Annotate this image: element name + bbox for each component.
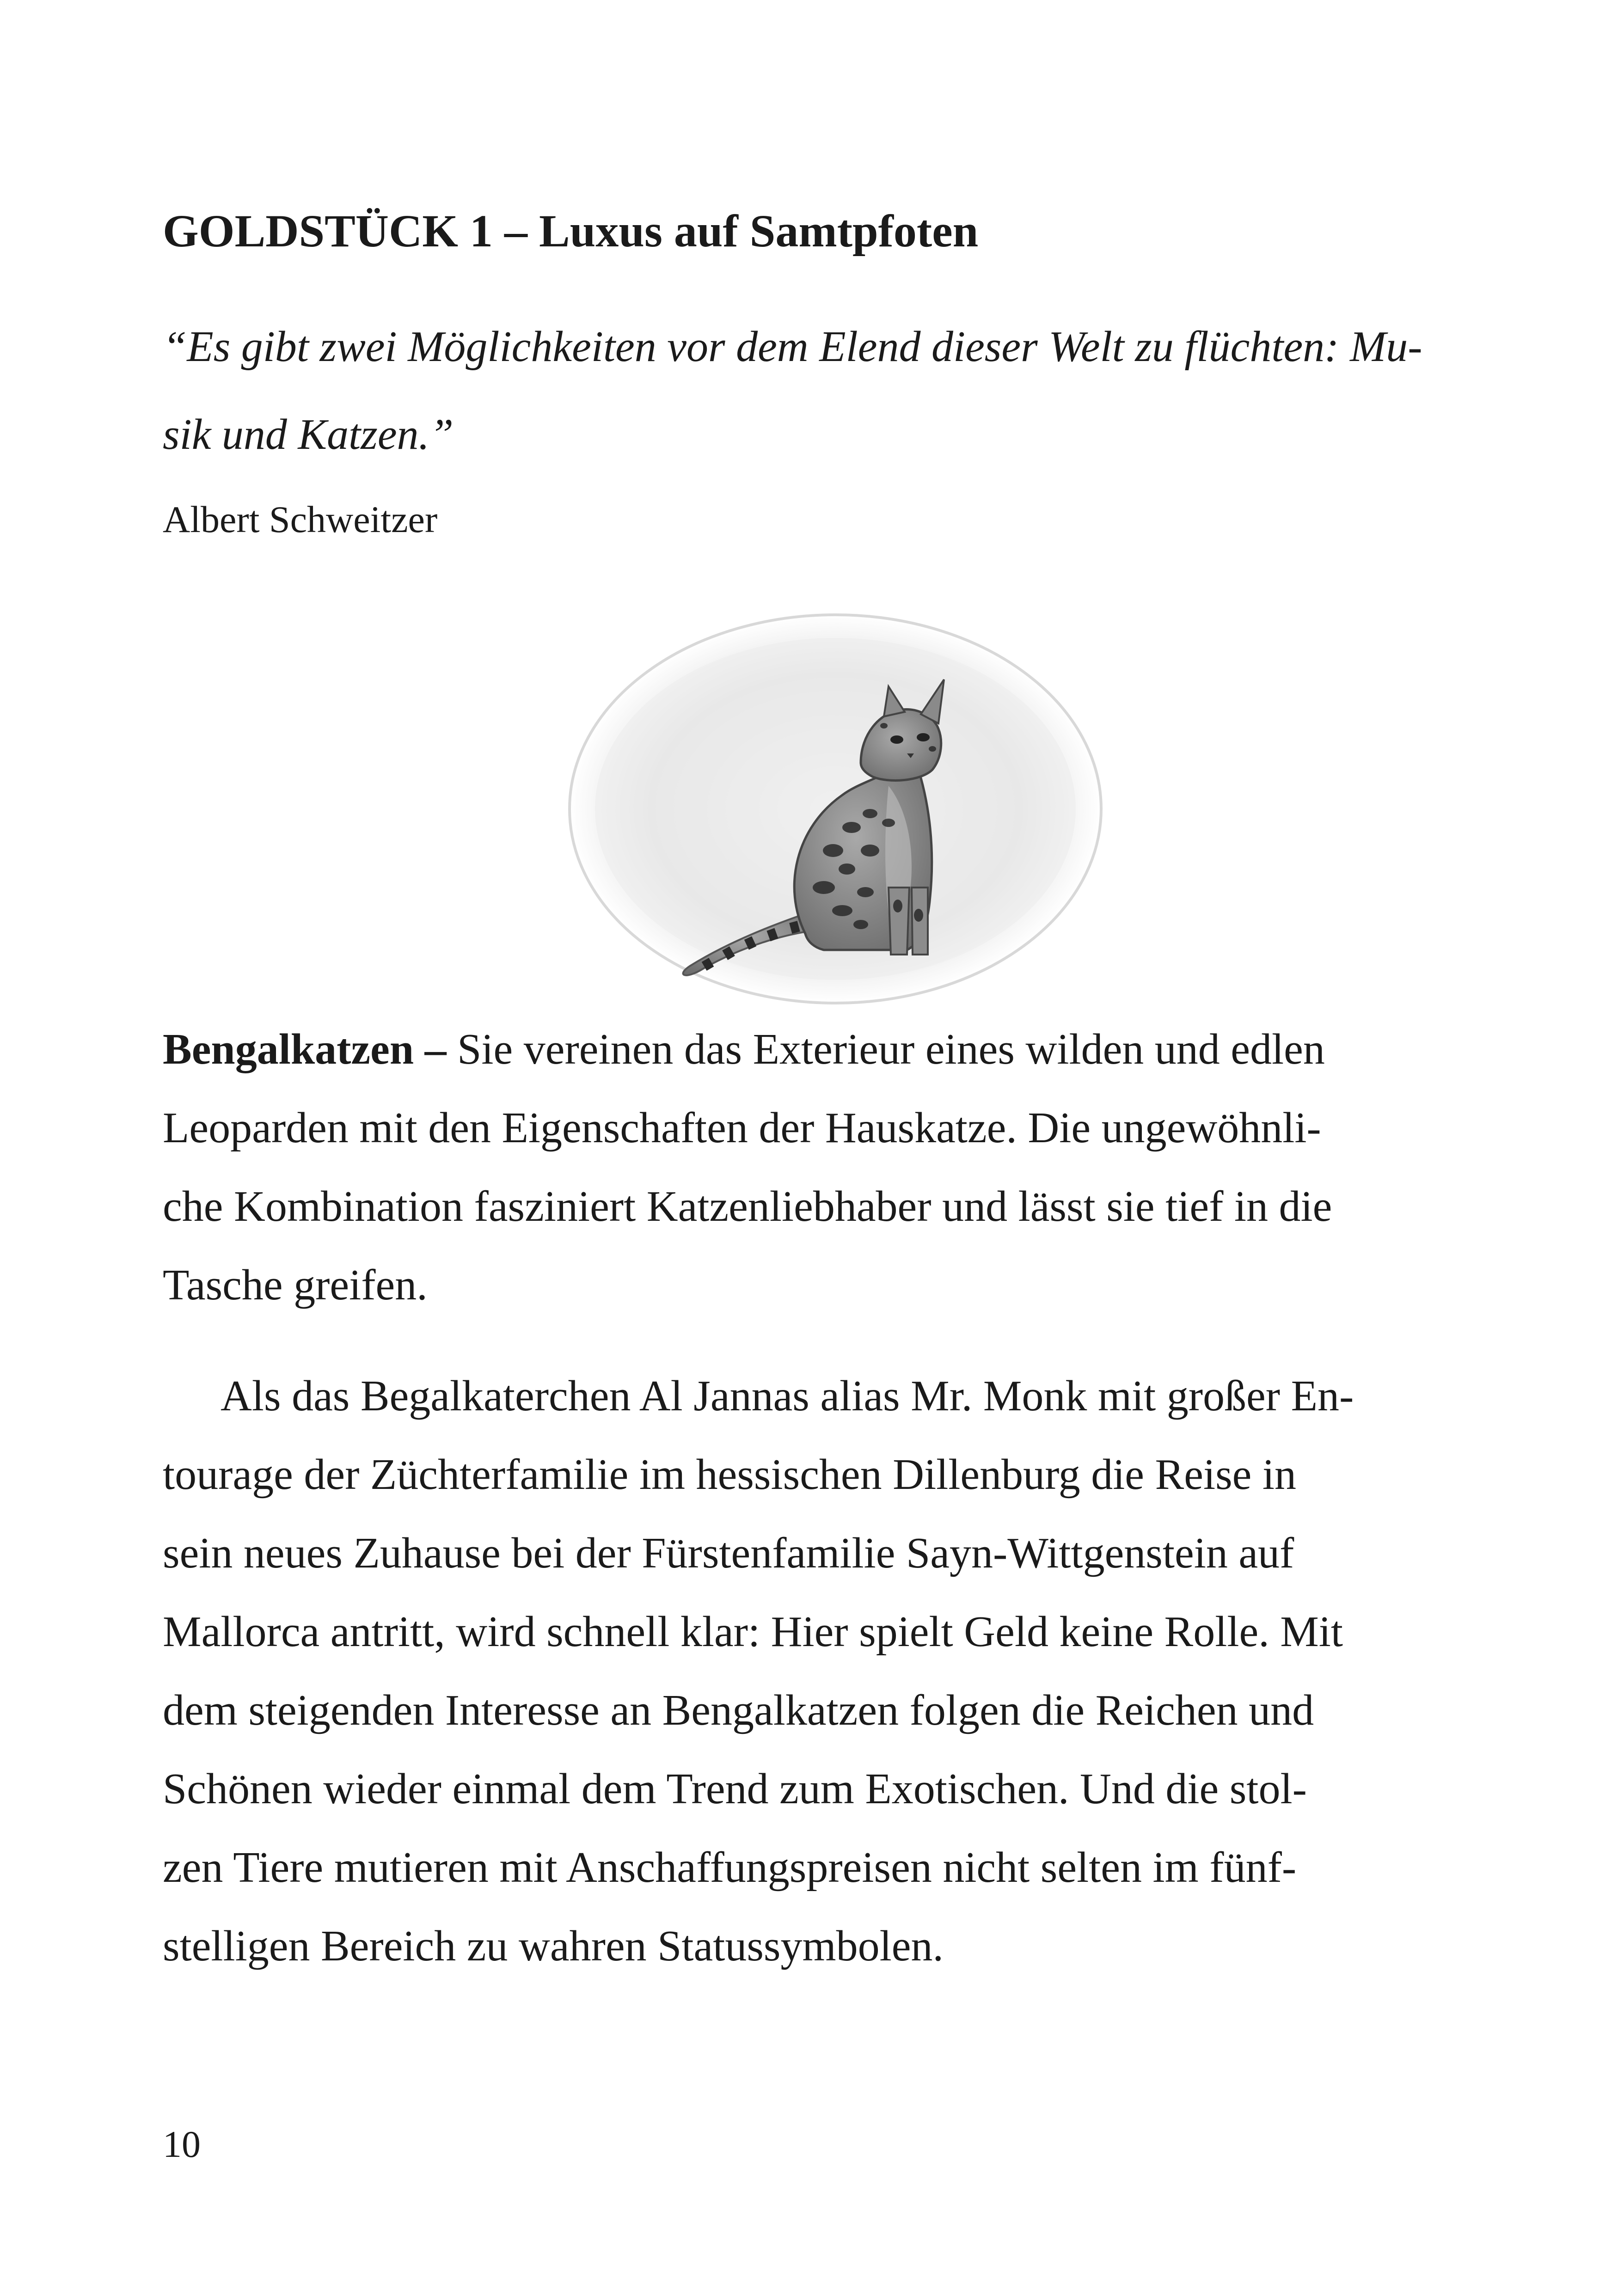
bengal-cat-vignette-icon <box>565 610 1106 1008</box>
chapter-title: GOLDSTÜCK 1 – Luxus auf Samtpfoten <box>163 205 979 257</box>
paragraph-line: Tasche greifen. <box>163 1261 428 1309</box>
paragraph-line: Schönen wieder einmal dem Trend zum Exotischen. Und die stol- <box>163 1765 1307 1813</box>
page-number: 10 <box>163 2123 201 2165</box>
paragraph-line: stelligen Bereich zu wahren Statussymbolen. <box>163 1922 944 1970</box>
epigraph-quote <box>163 303 1448 478</box>
paragraph-line: tourage der Züchterfamilie im hessischen Dillenburg die Reise in <box>163 1451 1296 1499</box>
paragraph-mr-monk <box>163 1357 1453 1985</box>
paragraph-line: dem steigenden Interesse an Bengalkatzen folgen die Reichen und <box>163 1686 1314 1734</box>
paragraph-line: sein neues Zuhause bei der Fürstenfamilie Sayn-Wittgenstein auf <box>163 1529 1294 1577</box>
paragraph-line: zen Tiere mutieren mit Anschaffungspreisen nicht selten im fünf- <box>163 1843 1297 1892</box>
quote-line: “Es gibt zwei Möglichkeiten vor dem Elend dieser Welt zu flüchten: Mu- <box>163 323 1422 371</box>
paragraph-line: Mallorca antritt, wird schnell klar: Hier spielt Geld keine Rolle. Mit <box>163 1608 1343 1656</box>
paragraph-bengal-intro <box>163 1010 1453 1324</box>
quote-line: sik und Katzen.” <box>163 410 454 459</box>
paragraph-line: Als das Begalkaterchen Al Jannas alias Mr. Monk mit großer En- <box>221 1372 1354 1420</box>
paragraph-line <box>163 1010 1453 1089</box>
paragraph-lead: Bengalkatzen – <box>163 1025 447 1073</box>
quote-author: Albert Schweitzer <box>163 498 438 540</box>
paragraph-line-text: Sie vereinen das Exterieur eines wilden und edlen <box>446 1025 1325 1073</box>
paragraph-line: Leoparden mit den Eigenschaften der Hauskatze. Die ungewöhnli- <box>163 1104 1321 1152</box>
paragraph-line: che Kombination fasziniert Katzenliebhaber und lässt sie tief in die <box>163 1182 1332 1231</box>
